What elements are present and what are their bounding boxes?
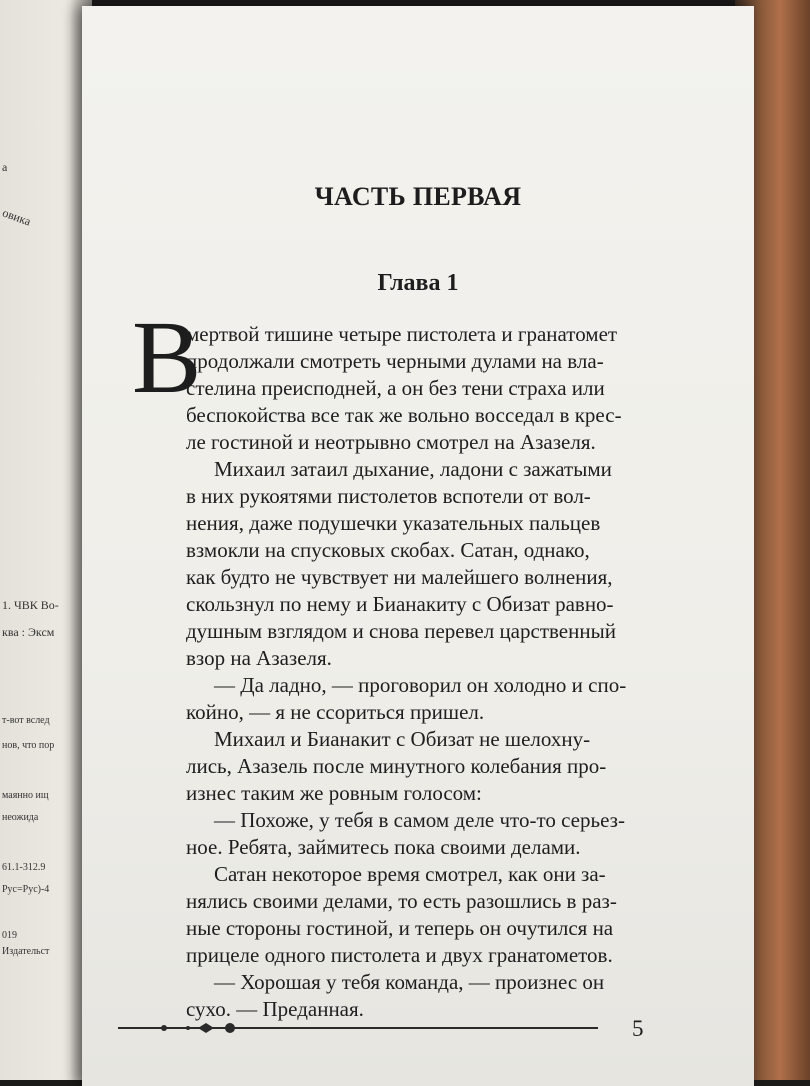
text-line: ле гостиной и неотрывно смотрел на Азазеля. [186,430,596,454]
text-line: прицеле одного пистолета и двух гранатометов. [186,943,613,967]
drop-cap: В [132,300,202,415]
text-line: Михаил и Бианакит с Обизат не шелохну- [214,727,591,751]
text-line: ное. Ребята, займитесь пока своими делами. [186,835,581,859]
text-line: лись, Азазель после минутного колебания про- [186,754,607,778]
text-line: мертвой тишине четыре пистолета и гранатомет [186,322,618,346]
text-line: скользнул по нему и Бианакиту с Обизат равно- [186,592,614,616]
text-line: беспокойства все так же вольно восседал в крес- [186,403,622,427]
text-line: сухо. — Преданная. [186,997,364,1021]
text-line: взор на Азазеля. [186,646,332,670]
chapter-title: Глава 1 [377,270,459,296]
text-line: стелина преисподней, а он без тени страха или [186,376,605,400]
text-line: Михаил затаил дыхание, ладони с зажатыми [214,457,612,481]
left-page-fragment: т-вот вслед [2,715,50,726]
text-line: продолжали смотреть черными дулами на вла- [186,349,604,373]
left-page-fragment: 1. ЧВК Во- [2,598,59,612]
text-line: нения, даже подушечки указательных пальцев [186,511,601,535]
text-line: душным взглядом и снова перевел царственный [186,619,616,643]
left-page-fragment: ква : Эксм [2,625,55,639]
footer-ornament-icon [118,1019,318,1037]
left-page-fragment: маянно ищ [2,790,49,801]
text-line: ные стороны гостиной, и теперь он очутился на [186,916,614,940]
text-line: изнес таким же ровным голосом: [186,781,482,805]
text-line: — Хорошая у тебя команда, — произнес он [214,970,605,994]
left-page-fragment: овика [0,205,33,229]
text-line: в них рукоятями пистолетов вспотели от вол- [186,484,591,508]
left-page-fragment: а [2,160,8,174]
left-page [0,0,92,1080]
left-page-fragment: нов, что пор [2,740,55,751]
left-page-fragment: 61.1-312.9 [2,862,46,873]
left-page-fragment: 019 [2,930,17,941]
text-line: койно, — я не ссориться пришел. [186,700,485,724]
part-title: ЧАСТЬ ПЕРВАЯ [314,182,522,211]
left-page-fragment: неожида [2,812,39,823]
text-line: — Похоже, у тебя в самом деле что-то серьез- [214,808,625,832]
left-page-fragment: Издательст [2,946,50,957]
text-line: нялись своими делами, то есть разошлись в раз- [186,889,617,913]
text-line: Сатан некоторое время смотрел, как они за- [214,862,606,886]
left-page-fragment: Рус=Рус)-4 [2,884,50,895]
text-line: взмокли на спусковых скобах. Сатан, однако, [186,538,590,562]
book-page [82,6,754,1086]
text-line: — Да ладно, — проговорил он холодно и спо- [214,673,627,697]
page-number: 5 [632,1016,644,1041]
text-line: как будто не чувствует ни малейшего волнения, [186,565,613,589]
